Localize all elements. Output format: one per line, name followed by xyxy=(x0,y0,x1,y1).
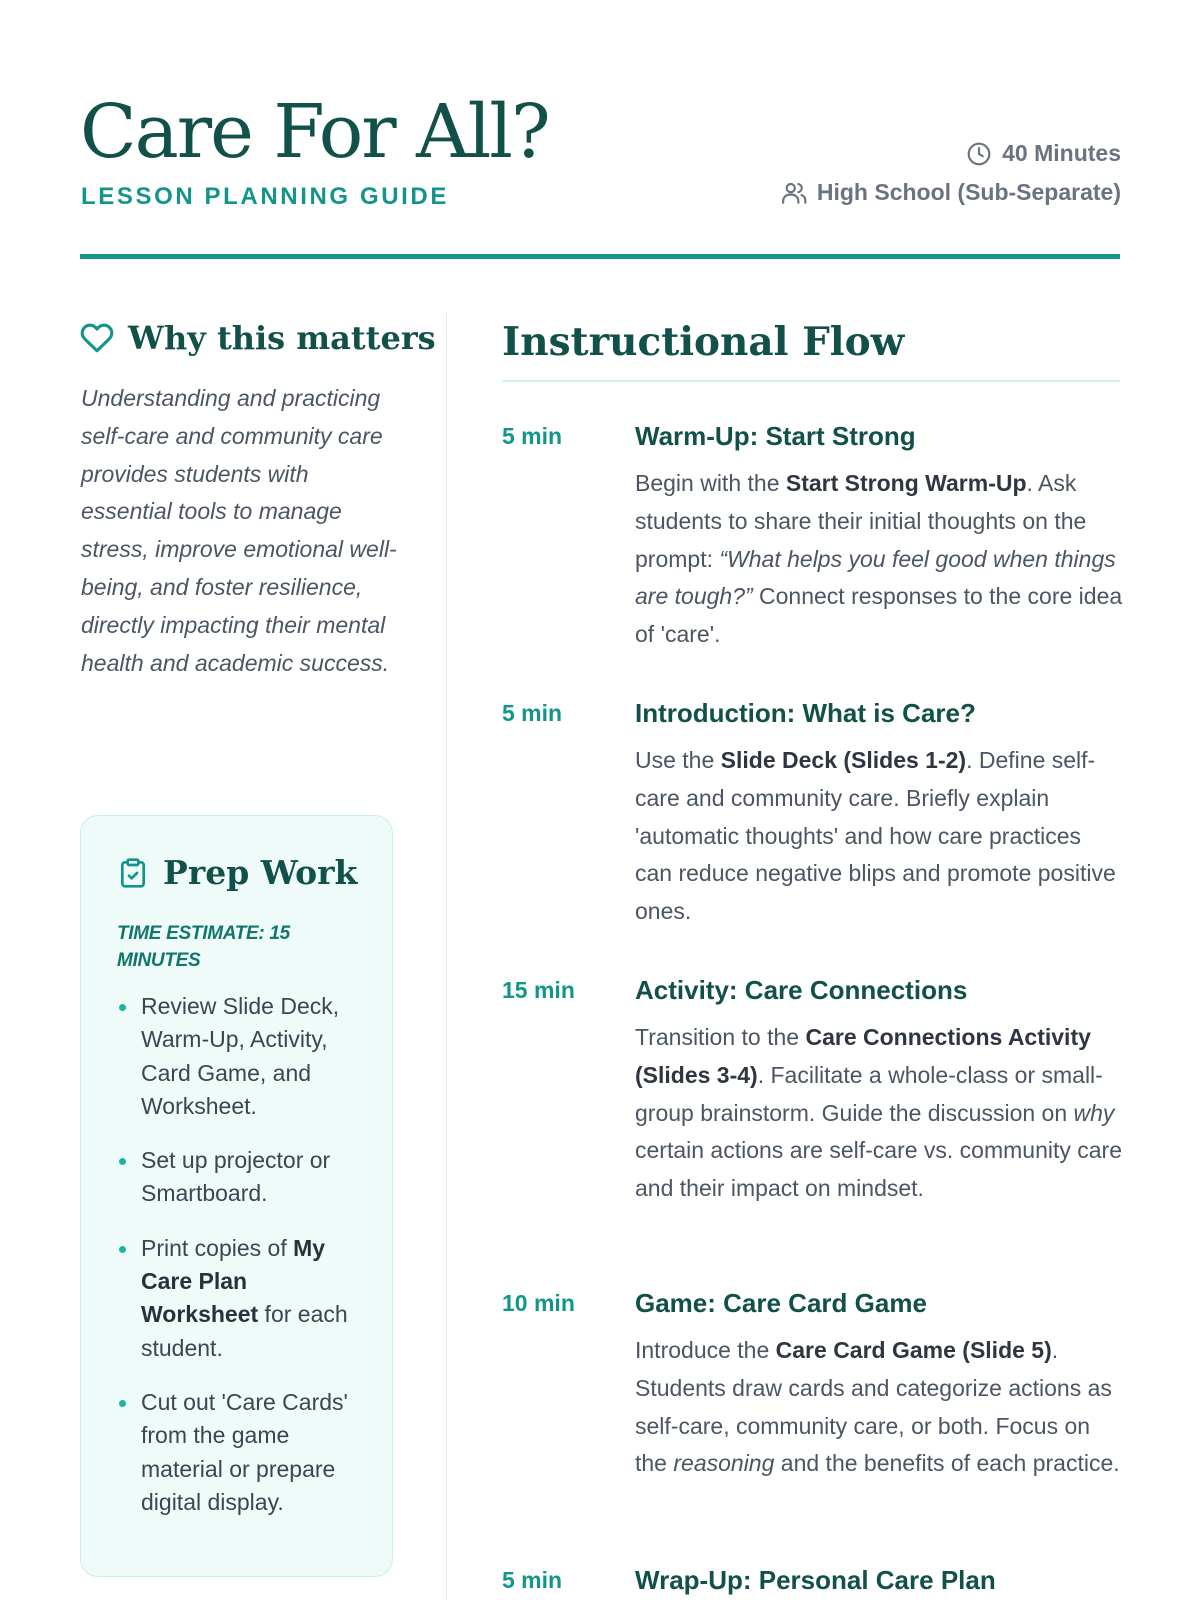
header-divider xyxy=(80,254,1120,259)
step-title: Activity: Care Connections xyxy=(635,975,968,1005)
column-divider xyxy=(446,313,447,1600)
duration-meta xyxy=(966,140,1121,167)
step-quote: “What helps you feel good when things are tough?” xyxy=(635,545,1116,610)
step-description xyxy=(635,1019,1123,1208)
prep-list xyxy=(117,990,362,1519)
list-item xyxy=(117,1144,362,1211)
heart-icon xyxy=(80,321,114,355)
prep-item-text: Print copies of xyxy=(141,1234,294,1261)
step-duration: 5 min xyxy=(502,423,563,449)
step-text: . Students draw cards and categorize actions as self-care, community care, or both. Focus on the xyxy=(635,1337,1112,1477)
step-italic: why xyxy=(1073,1099,1115,1126)
list-item xyxy=(117,1232,362,1365)
step-text: certain actions are self-care vs. community care and their impact on mindset. xyxy=(635,1137,1123,1202)
users-icon xyxy=(781,180,807,206)
why-body: Understanding and practicing self-care and community care provides students with essential tools to manage stress, improve emotional well-being, and foster resilience, directly impacting their mental health and academic success. xyxy=(81,385,397,676)
step-duration: 10 min xyxy=(502,1290,575,1316)
step-duration: 15 min xyxy=(502,977,575,1003)
step-text: . Facilitate a whole-class or small-group brainstorm. Guide the discussion on xyxy=(635,1061,1103,1126)
page-title: Care For All? xyxy=(80,89,549,175)
step-description xyxy=(635,742,1123,931)
prep-heading xyxy=(117,852,362,894)
step-title: Game: Care Card Game xyxy=(635,1288,927,1318)
step-text: Use the xyxy=(635,747,721,773)
step-text: . Define self-care and community care. Briefly explain 'automatic thoughts' and how care practices can reduce negative blips and promote positive ones. xyxy=(635,747,1116,925)
step-text: Begin with the xyxy=(635,470,786,496)
step-italic: reasoning xyxy=(673,1450,775,1477)
list-item xyxy=(117,1386,362,1519)
step-text: and the benefits of each practice. xyxy=(774,1450,1120,1477)
step-text: Connect responses to the core idea of 'care'. xyxy=(635,583,1123,648)
step-text: Introduce the xyxy=(635,1337,776,1363)
step-duration: 5 min xyxy=(502,1567,563,1593)
step-emphasis: Slide Deck (Slides 1-2) xyxy=(720,747,967,773)
step-emphasis: Start Strong Warm-Up xyxy=(785,470,1027,496)
page-subtitle: LESSON PLANNING GUIDE xyxy=(81,183,449,210)
flow-title: Instructional Flow xyxy=(502,319,905,365)
why-heading xyxy=(80,318,436,358)
prep-work-card xyxy=(80,815,393,1577)
prep-item-emphasis: My Care Plan Worksheet xyxy=(141,1234,326,1328)
clock-icon xyxy=(966,141,992,167)
list-item xyxy=(117,990,362,1123)
step-description xyxy=(635,465,1123,654)
step-description xyxy=(635,1332,1123,1483)
why-title: Why this matters xyxy=(128,319,436,357)
step-emphasis: Care Connections Activity (Slides 3-4) xyxy=(635,1024,1091,1088)
audience-text: High School (Sub-Separate) xyxy=(816,179,1121,205)
prep-title: Prep Work xyxy=(163,853,358,892)
step-title: Warm-Up: Start Strong xyxy=(635,421,916,451)
step-duration: 5 min xyxy=(502,700,563,726)
prep-item-text: Review Slide Deck, Warm-Up, Activity, Card Game, and Worksheet. xyxy=(141,993,340,1119)
prep-item-text: Set up projector or Smartboard. xyxy=(141,1147,331,1207)
step-title: Introduction: What is Care? xyxy=(635,698,976,728)
audience-meta xyxy=(781,179,1121,206)
clipboard-check-icon xyxy=(117,857,149,889)
prep-time-estimate: TIME ESTIMATE: 15 MINUTES xyxy=(117,923,290,971)
flow-divider xyxy=(502,380,1120,382)
step-text: . Ask students to share their initial thoughts on the prompt: xyxy=(635,470,1087,572)
step-title: Wrap-Up: Personal Care Plan xyxy=(635,1565,996,1595)
prep-item-text: Cut out 'Care Cards' from the game material or prepare digital display. xyxy=(141,1388,348,1515)
duration-text: 40 Minutes xyxy=(1002,140,1121,166)
step-text: Transition to the xyxy=(635,1024,806,1050)
prep-item-text: for each student. xyxy=(141,1301,348,1361)
step-emphasis: Care Card Game (Slide 5) xyxy=(775,1337,1052,1363)
